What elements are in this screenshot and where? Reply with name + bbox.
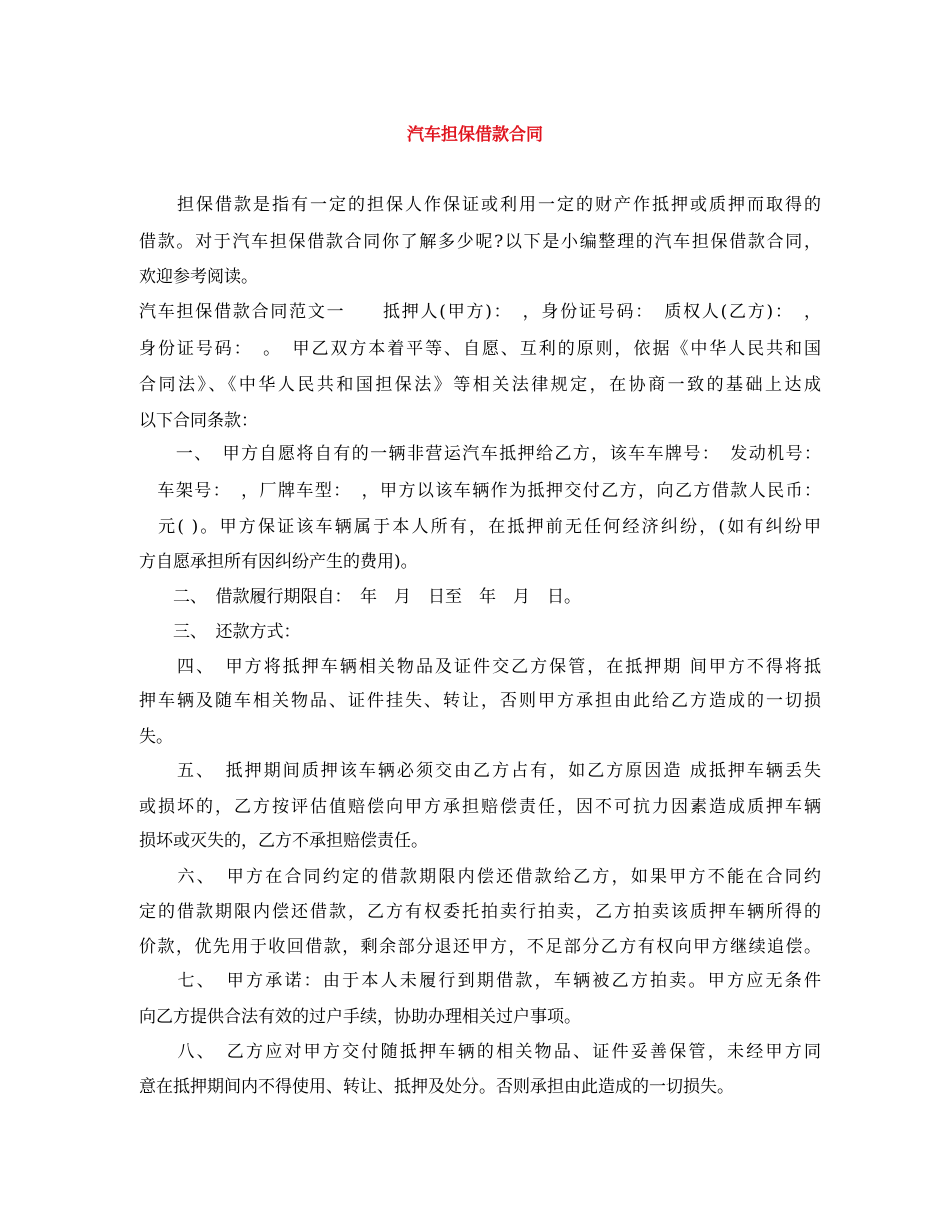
text-line: 七、 甲方承诺：由于本人未履行到期借款，车辆被乙方拍卖。甲方应无条件 bbox=[139, 971, 821, 991]
text-line: 担保借款是指有一定的担保人作保证或利用一定的财产作抵押或质押而取得的 bbox=[139, 195, 821, 215]
text-line: 六、 甲方在合同约定的借款期限内偿还借款给乙方，如果甲方不能在合同约 bbox=[139, 867, 821, 887]
text-line: 以下合同条款： bbox=[139, 411, 258, 431]
text-line: 二、 借款履行期限自： 年 月 日至 年 月 日。 bbox=[139, 587, 581, 607]
text-line: 失。 bbox=[139, 727, 173, 747]
text-line: 三、 还款方式： bbox=[139, 622, 301, 642]
text-line: 八、 乙方应对甲方交付随抵押车辆的相关物品、证件妥善保管，未经甲方同 bbox=[139, 1042, 821, 1062]
text-line: 意在抵押期间内不得使用、转让、抵押及处分。否则承担由此造成的一切损失。 bbox=[139, 1077, 734, 1097]
text-line: 向乙方提供合法有效的过户手续，协助办理相关过户事项。 bbox=[139, 1007, 581, 1027]
text-line: 方自愿承担所有因纠纷产生的费用)。 bbox=[139, 552, 418, 572]
text-line: 元( )。甲方保证该车辆属于本人所有，在抵押前无任何经济纠纷，(如有纠纷甲 bbox=[139, 517, 821, 537]
text-line: 车架号： ，厂牌车型： ，甲方以该车辆作为抵押交付乙方，向乙方借款人民币： bbox=[139, 481, 821, 501]
text-line: 五、 抵押期间质押该车辆必须交由乙方占有，如乙方原因造 成抵押车辆丢失 bbox=[139, 761, 821, 781]
text-line: 损坏或灭失的，乙方不承担赔偿责任。 bbox=[139, 831, 428, 851]
text-line: 汽车担保借款合同范文一 抵押人(甲方)： ，身份证号码： 质权人(乙方)： ， bbox=[139, 302, 821, 322]
text-line: 欢迎参考阅读。 bbox=[139, 267, 258, 287]
text-line: 四、 甲方将抵押车辆相关物品及证件交乙方保管，在抵押期 间甲方不得将抵 bbox=[139, 657, 821, 677]
text-line: 或损坏的，乙方按评估值赔偿向甲方承担赔偿责任，因不可抗力因素造成质押车辆 bbox=[139, 797, 821, 817]
text-line: 身份证号码： 。 甲乙双方本着平等、自愿、互利的原则，依据《中华人民共和国 bbox=[139, 339, 821, 359]
document-title: 汽车担保借款合同 bbox=[407, 125, 543, 145]
text-line: 定的借款期限内偿还借款，乙方有权委托拍卖行拍卖，乙方拍卖该质押车辆所得的 bbox=[139, 902, 821, 922]
text-line: 押车辆及随车相关物品、证件挂失、转让，否则甲方承担由此给乙方造成的一切损 bbox=[139, 691, 821, 711]
text-line: 借款。对于汽车担保借款合同你了解多少呢?以下是小编整理的汽车担保借款合同， bbox=[139, 232, 821, 252]
text-line: 合同法》、《中华人民共和国担保法》等相关法律规定，在协商一致的基础上达成 bbox=[139, 375, 821, 395]
text-line: 价款，优先用于收回借款，剩余部分退还甲方，不足部分乙方有权向甲方继续追偿。 bbox=[139, 937, 821, 957]
text-line: 一、 甲方自愿将自有的一辆非营运汽车抵押给乙方，该车车牌号： 发动机号： bbox=[139, 444, 821, 464]
